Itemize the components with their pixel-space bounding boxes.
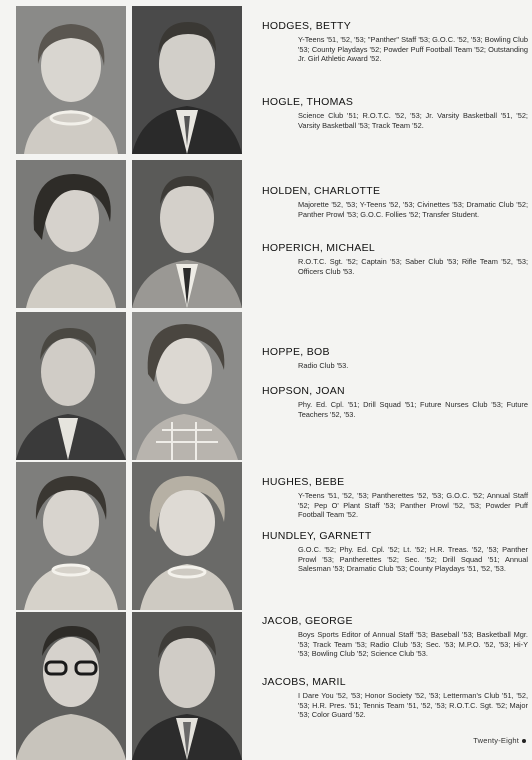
student-activities: I Dare You '52, '53; Honor Society '52, '53; Letterman's Club '51, '52, '53; H.R. Pres. '51; Tennis Team '51, '52, '53; R.O.T.C. Sgt. '52; Major '53; Color Guard '52.	[298, 691, 528, 720]
student-entry	[262, 676, 528, 720]
student-activities: Y-Teens '51, '52, '53; Pantherettes '52, '53; G.O.C. '52; Annual Staff '52; Pep O' Plant Staff '53; Panther Prowl '52, '53; Powder Puff Football Team '52.	[298, 491, 528, 520]
page-number	[473, 736, 526, 745]
student-entry	[262, 385, 528, 419]
portrait-photo-hundley	[132, 462, 242, 610]
student-activities: G.O.C. '52; Phy. Ed. Cpl. '52; Lt. '52; H.R. Treas. '52, '53; Panther Prowl '53; Pantherettes '52; Sec. '52; Drill Squad '51; Annual Salesman '53; Dramatic Club '53; County Playdays '51, '52, '53.	[298, 545, 528, 574]
student-entry	[262, 242, 528, 276]
portrait-photo-hogle	[132, 6, 242, 154]
portrait-photo-jacob	[16, 612, 126, 760]
student-activities: Y-Teens '51, '52, '53; "Panther" Staff '53; G.O.C. '52, '53; Bowling Club '53; County Playdays '52; Powder Puff Football Team '52; Outstanding Jr. Girl Athletic Award '52.	[298, 35, 528, 64]
bullet-icon	[522, 739, 526, 743]
page-number-label: Twenty-Eight	[473, 736, 519, 745]
student-name: HOLDEN, CHARLOTTE	[262, 185, 381, 197]
student-name: HUGHES, BEBE	[262, 476, 345, 488]
portrait-row	[16, 6, 242, 154]
student-entry	[262, 476, 528, 520]
portrait-photo-hodges	[16, 6, 126, 154]
student-name: HOGLE, THOMAS	[262, 96, 354, 108]
student-name: HODGES, BETTY	[262, 20, 352, 32]
portrait-photo-hopson	[132, 312, 242, 460]
student-entry	[262, 20, 528, 64]
student-activities: Phy. Ed. Cpl. '51; Drill Squad '51; Future Nurses Club '53; Future Teachers '52, '53.	[298, 400, 528, 419]
portrait-row	[16, 462, 242, 610]
student-activities: R.O.T.C. Sgt. '52; Captain '53; Saber Club '53; Rifle Team '52, '53; Officers Club '53.	[298, 257, 528, 276]
portrait-photo-hughes	[16, 462, 126, 610]
student-entry	[262, 615, 528, 659]
student-entry	[262, 96, 528, 130]
student-activities: Boys Sports Editor of Annual Staff '53; Baseball '53; Basketball Mgr. '53; Track Team '53; Radio Club '53; Sec. '53; M.P.O. '52, '53; Hi-Y '53; Bowling Club '52; Science Club '53.	[298, 630, 528, 659]
student-activities: Radio Club '53.	[298, 361, 349, 370]
student-name: HOPERICH, MICHAEL	[262, 242, 376, 254]
portrait-photo-hoppe	[16, 312, 126, 460]
portrait-row	[16, 160, 242, 308]
student-name: JACOBS, MARIL	[262, 676, 346, 688]
portrait-photo-jacobs	[132, 612, 242, 760]
student-name: HUNDLEY, GARNETT	[262, 530, 372, 542]
portrait-row	[16, 312, 242, 460]
student-name: JACOB, GEORGE	[262, 615, 353, 627]
student-activities: Majorette '52, '53; Y-Teens '52, '53; Civinettes '53; Dramatic Club '52; Panther Prowl '53; G.O.C. Follies '52; Transfer Student.	[298, 200, 528, 219]
student-activities: Science Club '51; R.O.T.C. '52, '53; Jr. Varsity Basketball '51, '52; Varsity Basketball '53; Track Team '52.	[298, 111, 528, 130]
student-entry	[262, 530, 528, 574]
student-name: HOPPE, BOB	[262, 346, 330, 358]
portrait-row	[16, 612, 242, 760]
portrait-photo-hoperich	[132, 160, 242, 308]
student-name: HOPSON, JOAN	[262, 385, 345, 397]
portrait-photo-holden	[16, 160, 126, 308]
student-entry	[262, 185, 528, 219]
student-entry	[262, 346, 528, 371]
